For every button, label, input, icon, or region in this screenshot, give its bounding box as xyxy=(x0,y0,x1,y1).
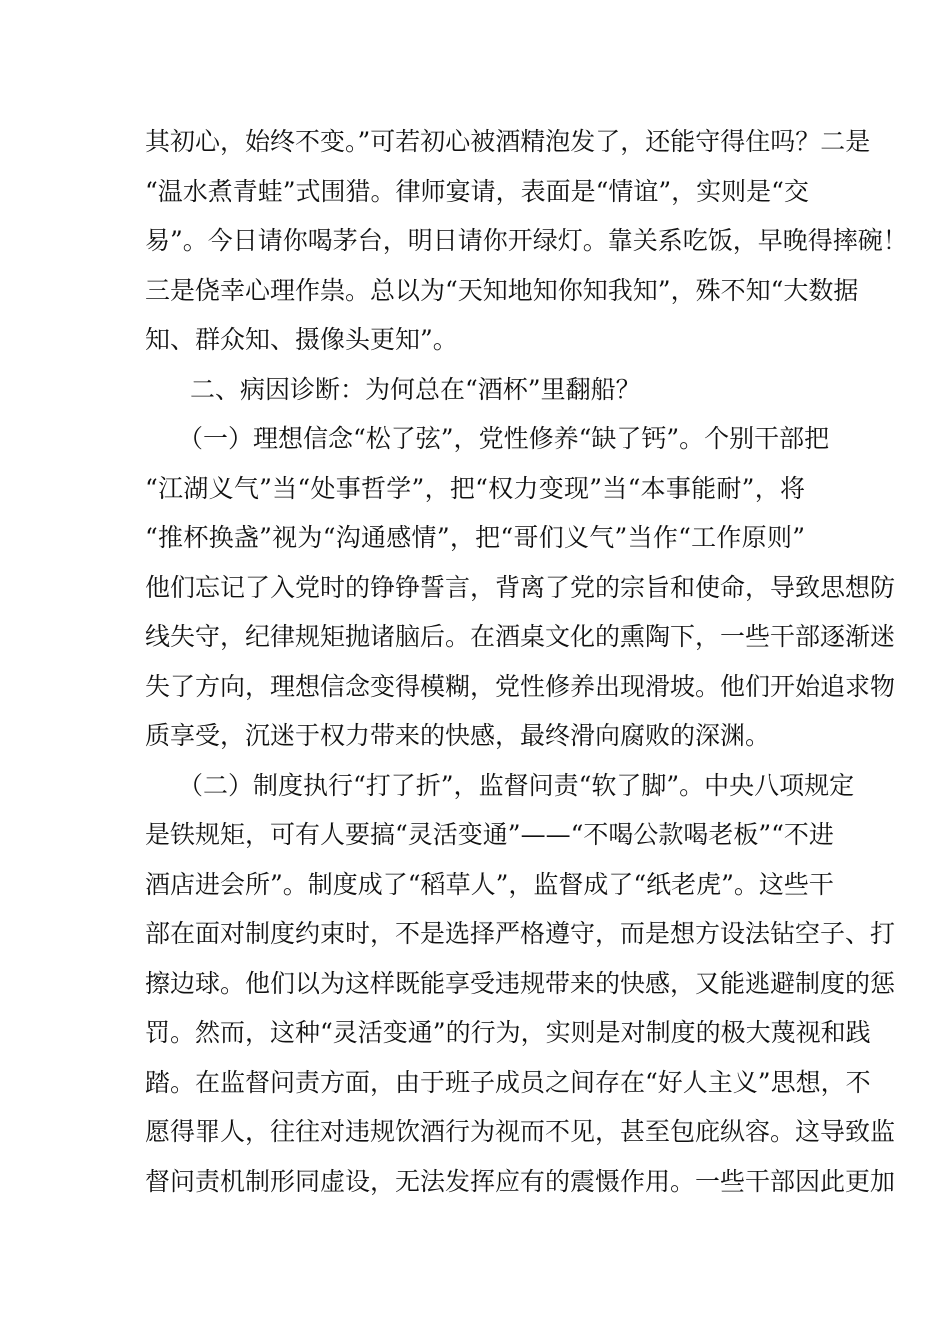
body-text-line: 酒店进会所”。制度成了“稻草人”，监督成了“纸老虎”。这些干 xyxy=(145,870,834,899)
body-text-line: 线失守，纪律规矩抛诸脑后。在酒桌文化的熏陶下，一些干部逐渐迷 xyxy=(145,622,896,651)
body-text-line: 质享受，沉迷于权力带来的快感，最终滑向腐败的深渊。 xyxy=(145,721,771,750)
body-text-line: “温水煮青蛙”式围猎。律师宴请，表面是“情谊”，实则是“交 xyxy=(145,177,809,206)
subsection-heading-line: （二）制度执行“打了折”，监督问责“软了脚”。中央八项规定 xyxy=(178,771,855,800)
body-text-line: 擦边球。他们以为这样既能享受违规带来的快感，又能逃避制度的惩 xyxy=(145,969,896,998)
body-text-line: 部在面对制度约束时，不是选择严格遵守，而是想方设法钻空子、打 xyxy=(145,919,896,948)
body-text-line: 是铁规矩，可有人要搞“灵活变通”——“不喝公款喝老板”“不进 xyxy=(145,820,834,849)
body-text-line: 其初心，始终不变。”可若初心被酒精泡发了，还能守得住吗？二是 xyxy=(145,127,871,156)
body-text-line: 督问责机制形同虚设，无法发挥应有的震慑作用。一些干部因此更加 xyxy=(145,1167,896,1196)
body-text-line: 知、群众知、摄像头更知”。 xyxy=(145,325,458,354)
body-text-line: 三是侥幸心理作祟。总以为“天知地知你知我知”，殊不知“大数据 xyxy=(145,276,859,305)
body-text-line: “江湖义气”当“处事哲学”，把“权力变现”当“本事能耐”，将 xyxy=(145,474,805,503)
body-text-line: “推杯换盏”视为“沟通感情”，把“哥们义气”当作“工作原则” xyxy=(145,523,805,552)
section-heading: 二、病因诊断：为何总在“酒杯”里翻船？ xyxy=(190,375,641,404)
body-text-line: 易”。今日请你喝茅台，明日请你开绿灯。靠关系吃饭，早晚得摔碗！ xyxy=(145,226,908,255)
body-text-line: 愿得罪人，往往对违规饮酒行为视而不见，甚至包庇纵容。这导致监 xyxy=(145,1117,896,1146)
body-text-line: 罚。然而，这种“灵活变通”的行为，实则是对制度的极大蔑视和践 xyxy=(145,1018,871,1047)
subsection-heading-line: （一）理想信念“松了弦”，党性修养“缺了钙”。个别干部把 xyxy=(178,424,830,453)
body-text-line: 他们忘记了入党时的铮铮誓言，背离了党的宗旨和使命，导致思想防 xyxy=(145,573,896,602)
body-text-line: 踏。在监督问责方面，由于班子成员之间存在“好人主义”思想，不 xyxy=(145,1068,871,1097)
body-text-line: 失了方向，理想信念变得模糊，党性修养出现滑坡。他们开始追求物 xyxy=(145,672,896,701)
